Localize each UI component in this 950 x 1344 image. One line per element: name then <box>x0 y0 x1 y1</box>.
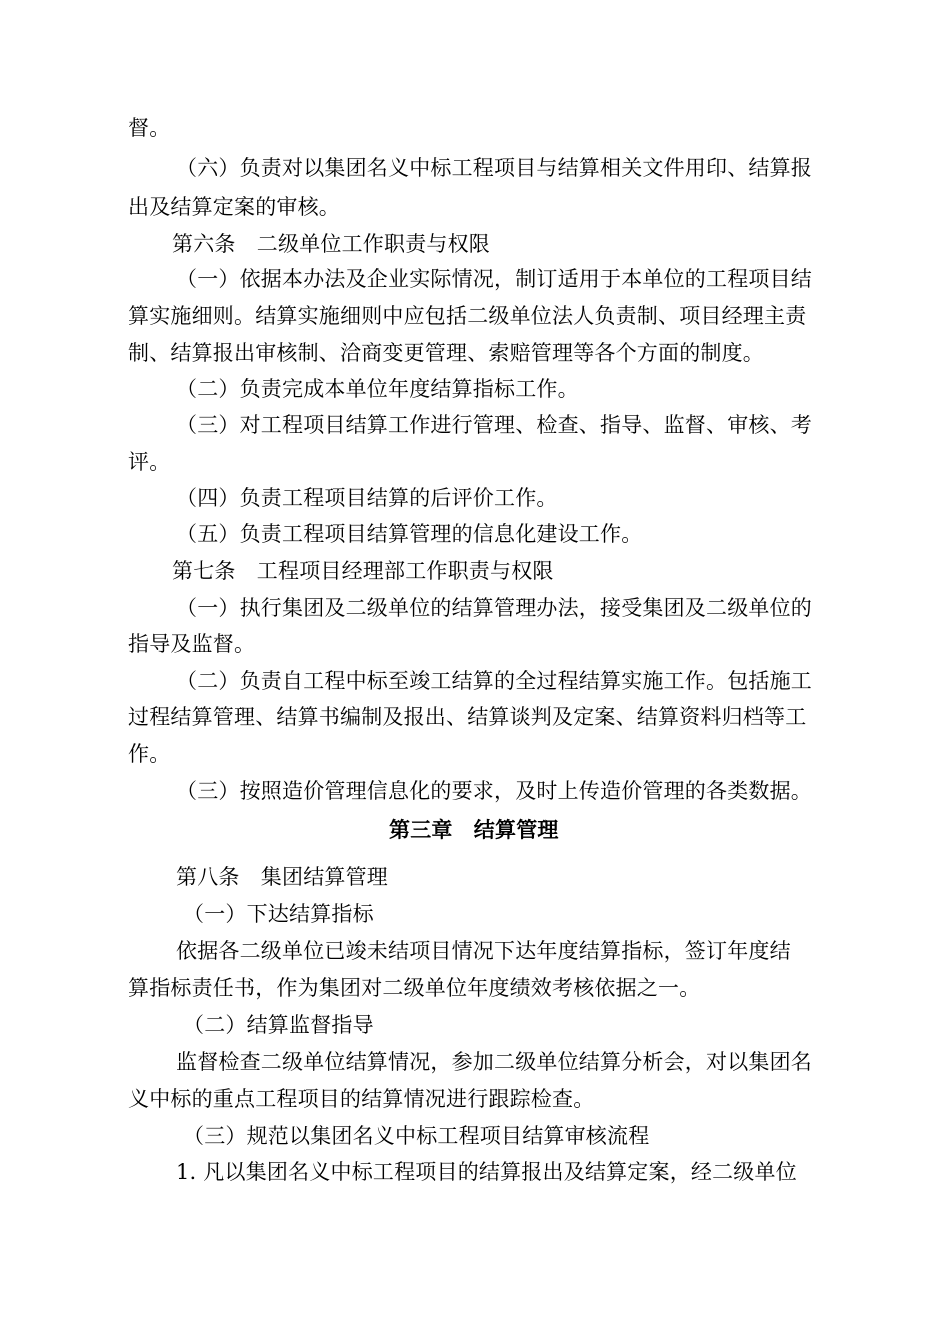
text-line: 算指标责任书，作为集团对二级单位年度绩效考核依据之一。 <box>128 976 701 1000</box>
text-line: 义中标的重点工程项目的结算情况进行跟踪检查。 <box>128 1087 595 1111</box>
text-line: （五）负责工程项目结算管理的信息化建设工作。 <box>176 522 643 546</box>
text-line: （六）负责对以集团名义中标工程项目与结算相关文件用印、结算报 <box>176 156 812 180</box>
text-line: 评。 <box>128 450 171 474</box>
text-line: 作。 <box>128 742 171 766</box>
text-line: （一）依据本办法及企业实际情况，制订适用于本单位的工程项目结 <box>176 267 812 291</box>
text-line: 1. 凡以集团名义中标工程项目的结算报出及结算定案，经二级单位 <box>176 1160 797 1184</box>
text-line: 制、结算报出审核制、洽商变更管理、索赔管理等各个方面的制度。 <box>128 341 764 365</box>
section-heading: 第七条 工程项目经理部工作职责与权限 <box>172 559 554 583</box>
text-line: （三）规范以集团名义中标工程项目结算审核流程 <box>183 1124 650 1148</box>
section-heading: 第八条 集团结算管理 <box>176 865 388 889</box>
text-line: （三）对工程项目结算工作进行管理、检查、指导、监督、审核、考 <box>176 413 812 437</box>
section-heading: 第六条 二级单位工作职责与权限 <box>172 232 490 256</box>
text-line: 过程结算管理、结算书编制及报出、结算谈判及定案、结算资料归档等工 <box>128 705 807 729</box>
text-line: （一）执行集团及二级单位的结算管理办法，接受集团及二级单位的 <box>176 596 812 620</box>
text-line: （二）负责自工程中标至竣工结算的全过程结算实施工作。包括施工 <box>176 669 812 693</box>
text-line: 监督检查二级单位结算情况，参加二级单位结算分析会，对以集团名 <box>176 1050 812 1074</box>
text-line: 督。 <box>128 116 171 140</box>
text-line: （二）负责完成本单位年度结算指标工作。 <box>176 377 579 401</box>
text-line: （二）结算监督指导 <box>183 1013 374 1037</box>
text-line: 算实施细则。结算实施细则中应包括二级单位法人负责制、项目经理主责 <box>128 304 807 328</box>
text-line: 出及结算定案的审核。 <box>128 195 340 219</box>
text-line: （一）下达结算指标 <box>183 902 374 926</box>
text-line: 依据各二级单位已竣未结项目情况下达年度结算指标，签订年度结 <box>176 939 791 963</box>
text-line: 指导及监督。 <box>128 632 256 656</box>
text-line: （四）负责工程项目结算的后评价工作。 <box>176 486 558 510</box>
text-line: （三）按照造价管理信息化的要求，及时上传造价管理的各类数据。 <box>176 779 812 803</box>
chapter-heading: 第三章 结算管理 <box>389 818 559 842</box>
